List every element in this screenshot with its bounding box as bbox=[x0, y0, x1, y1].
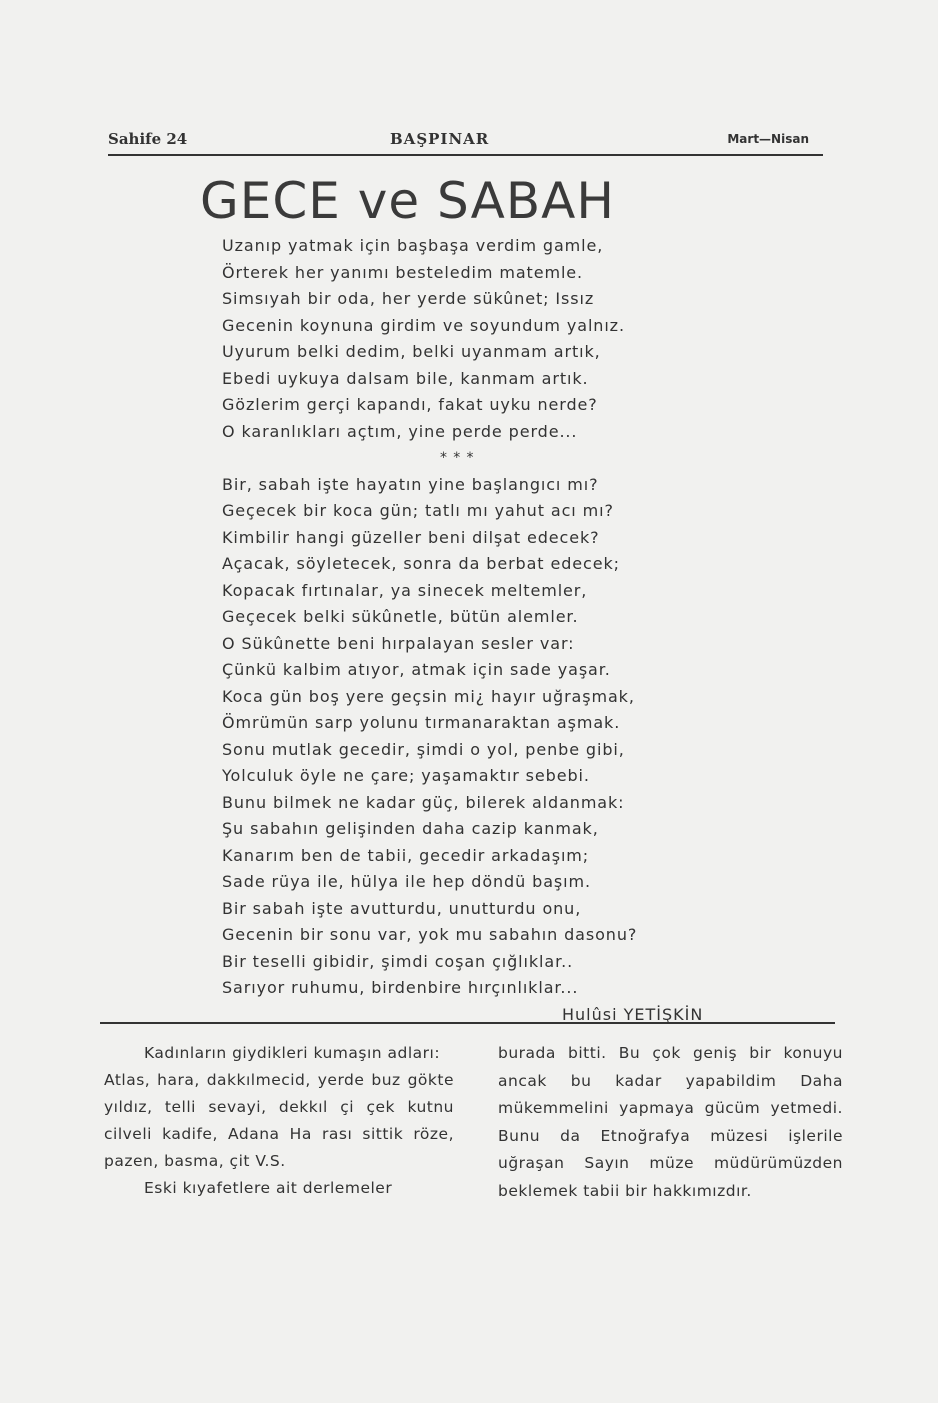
stanza-1 bbox=[222, 233, 742, 445]
left-paragraph-2: Atlas, hara, dakkılmecid, yerde buz gökte yıldız, telli sevayi, dekkıl çi çek kutnu cilveli kadife, Adana Ha rası sittik röze, pazen, basma, çit V.S. bbox=[104, 1071, 454, 1170]
left-paragraph-1: Kadınların giydikleri kumaşın adları: bbox=[144, 1044, 441, 1062]
poem-line: Yolculuk öyle ne çare; yaşamaktır sebebi. bbox=[222, 766, 590, 785]
poem-line: Uzanıp yatmak için başbaşa verdim gamle, bbox=[222, 236, 604, 255]
right-paragraph-1: burada bitti. Bu çok geniş bir konuyu ancak bu kadar yapabildim Daha mükemmelini yapmaya gücüm yetmedi. Bunu da Etnoğrafya müzesi işlerile uğraşan Sayın müze müdürümüzden beklemek tabii bir hakkımızdır. bbox=[498, 1044, 843, 1200]
poem-line: Açacak, söyletecek, sonra da berbat edecek; bbox=[222, 554, 620, 573]
poem-line: Bunu bilmek ne kadar güç, bilerek aldanmak: bbox=[222, 792, 625, 812]
poem-line: Şu sabahın gelişinden daha cazip kanmak, bbox=[222, 819, 599, 838]
poem-line: Gecenin bir sonu var, yok mu sabahın dasonu? bbox=[222, 925, 638, 944]
poem-line: Sade rüya ile, hülya ile hep döndü başım. bbox=[222, 872, 591, 891]
stanza-separator: * * * bbox=[440, 450, 475, 466]
poem-line: Kopacak fırtınalar, ya sinecek meltemler, bbox=[222, 580, 588, 600]
poem-title: GECE ve SABAH bbox=[200, 172, 615, 230]
poem-author: Hulûsi YETİŞKİN bbox=[562, 1004, 704, 1024]
poem-line: Geçecek bir koca gün; tatlı mı yahut acı mı? bbox=[222, 501, 614, 520]
left-paragraph-3: Eski kıyafetlere ait derlemeler bbox=[144, 1179, 393, 1197]
poem-line: Sonu mutlak gecedir, şimdi o yol, penbe gibi, bbox=[222, 739, 625, 759]
page-number: Sahife 24 bbox=[108, 130, 188, 148]
stanza-2 bbox=[222, 472, 742, 1002]
poem-line: Ebedi uykuya dalsam bile, kanmam artık. bbox=[222, 368, 589, 388]
poem bbox=[222, 233, 742, 1028]
poem-line: Koca gün boş yere geçsin mi¿ hayır uğraşmak, bbox=[222, 686, 635, 706]
poem-line: Bir, sabah işte hayatın yine başlangıcı mı? bbox=[222, 474, 599, 494]
page-header bbox=[108, 128, 823, 156]
poem-line: Gecenin koynuna girdim ve soyundum yalnız. bbox=[222, 315, 625, 335]
journal-name: BAŞPINAR bbox=[390, 130, 490, 148]
poem-line: Simsıyah bir oda, her yerde sükûnet; Issız bbox=[222, 289, 595, 308]
poem-line: Çünkü kalbim atıyor, atmak için sade yaşar. bbox=[222, 660, 611, 679]
poem-line: Örterek her yanımı besteledim matemle. bbox=[222, 262, 584, 282]
left-column bbox=[104, 1040, 454, 1202]
poem-line: Ömrümün sarp yolunu tırmanaraktan aşmak. bbox=[222, 713, 621, 732]
issue-date: Mart—Nisan bbox=[727, 132, 809, 146]
section-divider bbox=[100, 1022, 835, 1024]
poem-line: Kanarım ben de tabii, gecedir arkadaşım; bbox=[222, 845, 590, 865]
poem-line: Kimbilir hangi güzeller beni dilşat edecek? bbox=[222, 527, 600, 547]
right-column bbox=[498, 1040, 843, 1205]
poem-line: O karanlıkları açtım, yine perde perde... bbox=[222, 421, 578, 441]
poem-line: Uyurum belki dedim, belki uyanmam artık, bbox=[222, 342, 601, 361]
poem-line: Sarıyor ruhumu, birdenbire hırçınlıklar... bbox=[222, 978, 579, 997]
poem-line: Bir teselli gibidir, şimdi coşan çığlıklar.. bbox=[222, 951, 574, 971]
poem-line: Geçecek belki sükûnetle, bütün alemler. bbox=[222, 607, 579, 626]
poem-line: Gözlerim gerçi kapandı, fakat uyku nerde? bbox=[222, 395, 598, 414]
poem-line: O Sükûnette beni hırpalayan sesler var: bbox=[222, 633, 575, 653]
poem-line: Bir sabah işte avutturdu, unutturdu onu, bbox=[222, 898, 582, 918]
